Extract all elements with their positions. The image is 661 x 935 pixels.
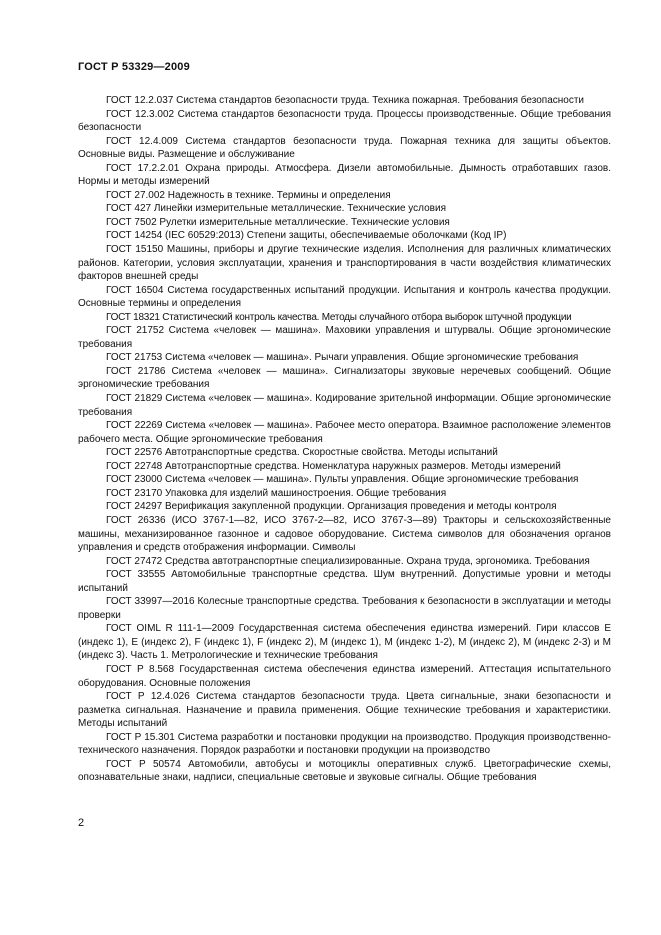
reference-item: ГОСТ Р 15.301 Система разработки и постановки продукции на производство. Продукция производственно-технического назначения. Порядок разработки и постановки продукции на производство bbox=[78, 731, 611, 757]
reference-item: ГОСТ 12.2.037 Система стандартов безопасности труда. Техника пожарная. Требования безопасности bbox=[106, 95, 585, 106]
reference-item: ГОСТ 21753 Система «человек — машина». Рычаги управления. Общие эргономические требования bbox=[106, 352, 579, 364]
reference-item: ГОСТ 23170 Упаковка для изделий машиностроения. Общие требования bbox=[106, 487, 447, 499]
reference-item: ГОСТ 33997—2016 Колесные транспортные средства. Требования к безопасности в эксплуатации и методы проверки bbox=[78, 596, 611, 621]
reference-item: ГОСТ 21829 Система «человек — машина». Кодирование зрительной информации. Общие эргономические требования bbox=[78, 393, 611, 418]
reference-item: ГОСТ 21786 Система «человек — машина». Сигнализаторы звуковые неречевых сообщений. Общие эргономические требования bbox=[78, 365, 611, 391]
standard-header: ГОСТ Р 53329—2009 bbox=[78, 61, 190, 73]
reference-item: ГОСТ 26336 (ИСО 3767-1—82, ИСО 3767-2—82, ИСО 3767-3—89) Тракторы и сельскохозяйственные машины, механизированное газонное и садовое оборудование. Система символов для обозначения органов управления и средств отображения информации. Символы bbox=[78, 514, 611, 554]
reference-item: ГОСТ 17.2.2.01 Охрана природы. Атмосфера. Дизели автомобильные. Дымность отработавших газов. Нормы и методы измерений bbox=[78, 162, 611, 188]
reference-item: ГОСТ OIML R 111-1—2009 Государственная система обеспечения единства измерений. Гири классов E (индекс 1), E (индекс 2), F (индекс 1), F (индекс 2), M (индекс 1), M (индекс 1-2), M (индекс 2), M (индекс 2-3) и M (индекс 3). Часть 1. Метрологические и технические требования bbox=[78, 623, 611, 662]
reference-item: ГОСТ 21752 Система «человек — машина». Маховики управления и штурвалы. Общие эргономические требования bbox=[78, 325, 611, 350]
reference-item: ГОСТ 33555 Автомобильные транспортные средства. Шум внутренний. Допустимые уровни и методы испытаний bbox=[78, 569, 611, 594]
reference-item: ГОСТ 24297 Верификация закупленной продукции. Организация проведения и методы контроля bbox=[106, 501, 557, 513]
reference-item: ГОСТ 12.4.009 Система стандартов безопасности труда. Пожарная техника для защиты объектов. Основные виды. Размещение и обслуживание bbox=[78, 135, 611, 161]
reference-item: ГОСТ Р 12.4.026 Система стандартов безопасности труда. Цвета сигнальные, знаки безопасности и разметка сигнальная. Назначение и правила применения. Общие технические требования и характеристики. Методы испытаний bbox=[78, 691, 611, 730]
reference-item: ГОСТ Р 8.568 Государственная система обеспечения единства измерений. Аттестация испытательного оборудования. Основные положения bbox=[78, 663, 611, 689]
reference-item: ГОСТ 23000 Система «человек — машина». Пульты управления. Общие эргономические требования bbox=[106, 474, 579, 486]
normative-references-list bbox=[78, 94, 611, 785]
reference-item: ГОСТ Р 50574 Автомобили, автобусы и мотоциклы оперативных служб. Цветографические схемы, опознавательные знаки, надписи, специальные световые и звуковые сигналы. Общие требования bbox=[78, 758, 611, 784]
reference-item: ГОСТ 18321 Статистический контроль качества. Методы случайного отбора выборок штучной продукции bbox=[106, 311, 572, 323]
reference-item: ГОСТ 27.002 Надежность в технике. Термины и определения bbox=[106, 189, 391, 201]
reference-item: ГОСТ 12.3.002 Система стандартов безопасности труда. Процессы производственные. Общие требования безопасности bbox=[78, 108, 611, 134]
reference-item: ГОСТ 22269 Система «человек — машина». Рабочее место оператора. Взаимное расположение элементов рабочего места. Общие эргономические требования bbox=[78, 420, 611, 445]
reference-item: ГОСТ 22748 Автотранспортные средства. Номенклатура наружных размеров. Методы измерений bbox=[106, 460, 561, 472]
reference-item: ГОСТ 7502 Рулетки измерительные металлические. Технические условия bbox=[106, 216, 450, 228]
reference-item: ГОСТ 15150 Машины, приборы и другие технические изделия. Исполнения для различных климатических районов. Категории, условия эксплуатации, хранения и транспортирования в части воздействия климатических факторов внешней среды bbox=[78, 244, 611, 283]
reference-item: ГОСТ 14254 (IEC 60529:2013) Степени защиты, обеспечиваемые оболочками (Код IP) bbox=[106, 230, 507, 242]
reference-item: ГОСТ 427 Линейки измерительные металлические. Технические условия bbox=[106, 203, 446, 215]
page-number: 2 bbox=[78, 817, 85, 829]
reference-item: ГОСТ 22576 Автотранспортные средства. Скоростные свойства. Методы испытаний bbox=[106, 447, 498, 459]
reference-item: ГОСТ 27472 Средства автотранспортные специализированные. Охрана труда, эргономика. Требования bbox=[106, 555, 590, 567]
reference-item: ГОСТ 16504 Система государственных испытаний продукции. Испытания и контроль качества продукции. Основные термины и определения bbox=[78, 284, 611, 310]
